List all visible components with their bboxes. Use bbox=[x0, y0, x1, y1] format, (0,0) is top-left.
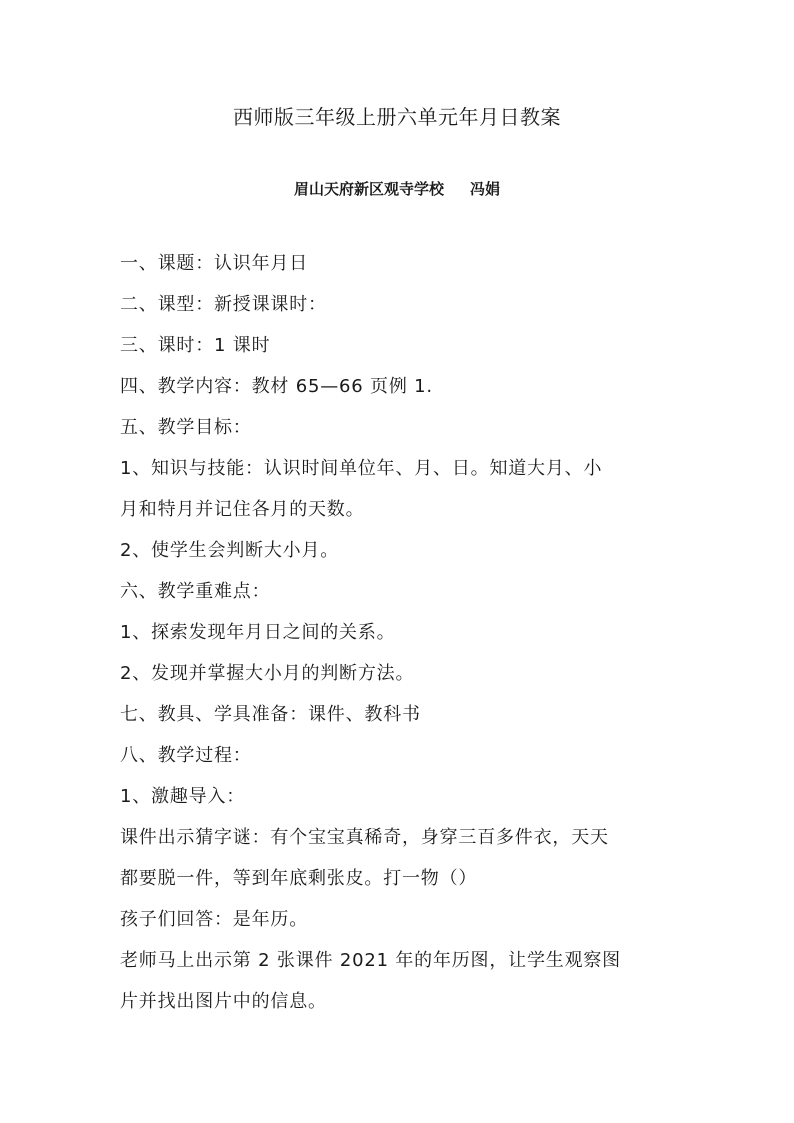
section-class-hours: 三、课时：1 课时 bbox=[120, 335, 271, 356]
section-topic: 一、课题：认识年月日 bbox=[120, 253, 308, 274]
section-process: 八、教学过程： bbox=[120, 745, 252, 766]
riddle-line-2: 都要脱一件，等到年底剩张皮。打一物（） bbox=[120, 868, 478, 889]
section-key-points: 六、教学重难点： bbox=[120, 581, 271, 602]
author-line: 眉山天府新区观寺学校 冯娟 bbox=[293, 180, 501, 198]
teacher-action-line-1: 老师马上出示第 2 张课件 2021 年的年历图，让学生观察图 bbox=[120, 950, 621, 971]
student-answer: 孩子们回答：是年历。 bbox=[120, 909, 308, 930]
goal-1-line-2: 月和特月并记住各月的天数。 bbox=[120, 499, 365, 520]
teacher-action-line-2: 片并找出图片中的信息。 bbox=[120, 991, 327, 1012]
section-lesson-type: 二、课型：新授课课时： bbox=[120, 294, 327, 315]
process-step-1: 1、激趣导入： bbox=[120, 786, 246, 807]
goal-1-line-1: 1、知识与技能：认识时间单位年、月、日。知道大月、小 bbox=[120, 458, 603, 479]
section-teaching-goals: 五、教学目标： bbox=[120, 417, 252, 438]
key-point-1: 1、探索发现年月日之间的关系。 bbox=[120, 622, 396, 643]
document-title: 西师版三年级上册六单元年月日教案 bbox=[233, 105, 561, 129]
section-teaching-content: 四、教学内容：教材 65—66 页例 1. bbox=[120, 376, 433, 397]
section-materials: 七、教具、学具准备：课件、教科书 bbox=[120, 704, 421, 725]
document-body bbox=[120, 250, 676, 1029]
goal-2: 2、使学生会判断大小月。 bbox=[120, 540, 340, 561]
riddle-line-1: 课件出示猜字谜：有个宝宝真稀奇，身穿三百多件衣，天天 bbox=[120, 827, 609, 848]
key-point-2: 2、发现并掌握大小月的判断方法。 bbox=[120, 663, 415, 684]
